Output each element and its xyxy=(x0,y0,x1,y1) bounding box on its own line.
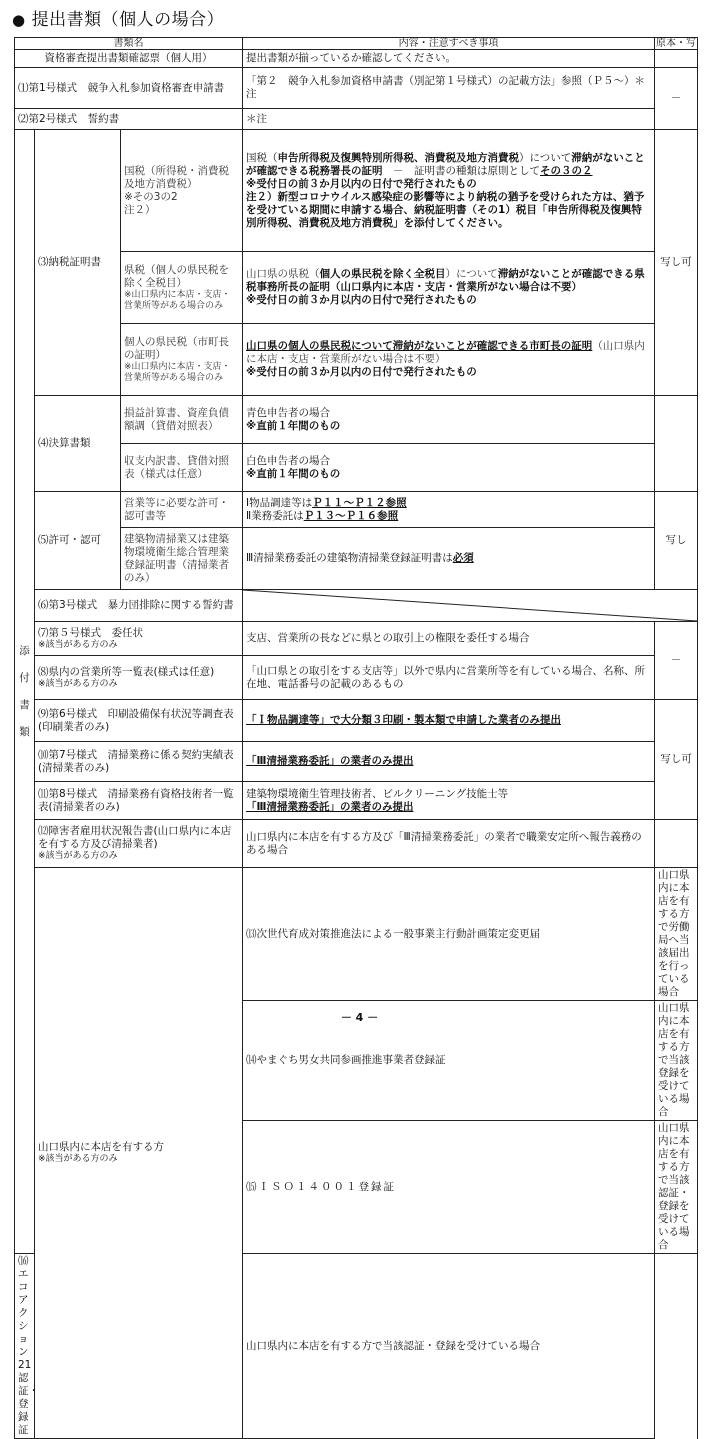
fin-copy xyxy=(655,396,698,492)
row0-copy xyxy=(655,50,698,68)
row6-diagonal-cell xyxy=(243,590,698,622)
page-number: － 4 － xyxy=(340,1011,379,1024)
permit-label: ⑸許可・認可 xyxy=(35,492,121,590)
row12-name: ⑿障害者雇用状況報告書(山口県内に本店を有する方及び清掃業者) ※該当がある方のみ xyxy=(35,820,243,868)
fin-a-content: 青色申告者の場合 ※直前１年間のもの xyxy=(243,396,655,444)
financial-docs-label: ⑷決算書類 xyxy=(35,396,121,492)
row11-content: 建築物環境衛生管理技術者、ビルクリーニング技能士等 「Ⅲ清掃業務委託」の業者のみ提出 xyxy=(243,782,655,820)
yam-b-content: 山口県内に本店を有する方で当該登録を受けている場合 xyxy=(655,1001,698,1121)
row10-content: 「Ⅲ清掃業務委託」の業者のみ提出 xyxy=(243,742,655,782)
row0-name: 資格審査提出書類確認票（個人用） xyxy=(15,50,243,68)
row7-copy: － xyxy=(655,622,698,700)
table-row xyxy=(15,50,698,68)
prefectural-tax-name: 県税（個人の県民税を除く全税目） ※山口県内に本店・支店・営業所等がある場合のみ xyxy=(121,252,243,324)
row1-content: 「第２ 競争入札参加資格申請書（別記第１号様式）の記載方法」参照（Ｐ５～）＊注 xyxy=(243,68,655,109)
table-row xyxy=(15,109,698,130)
tax-copy: 写し可 xyxy=(655,130,698,396)
diagonal-line xyxy=(243,590,697,621)
yam-c-content: 山口県内に本店を有する方で当該認証・登録を受けている場合 xyxy=(655,1121,698,1254)
row11-name: ⑾第8号様式 清掃業務有資格技術者一覧表(清掃業者のみ) xyxy=(35,782,243,820)
table-row xyxy=(15,868,698,1001)
permit-a-name: 営業等に必要な許可・認可書等 xyxy=(121,492,243,528)
municipal-tax-content: 山口県の個人の県民税について滞納がないことが確認できる市町長の証明（山口県内に本店・支店・営業所がない場合は不要） ※受付日の前３か月以内の日付で発行されたもの xyxy=(243,324,655,396)
municipal-tax-name: 個人の県民税（市町長の証明） ※山口県内に本店・支店・営業所等がある場合のみ xyxy=(121,324,243,396)
row2-name: ⑵第2号様式 誓約書 xyxy=(15,109,243,130)
row1-name: ⑴第1号様式 競争入札参加資格審査申請書 xyxy=(15,68,243,109)
yam-a-content: 山口県内に本店を有する方で労働局へ当該届出を行っている場合 xyxy=(655,868,698,1001)
attachment-docs-label: 添 付 書 類 xyxy=(15,130,35,1254)
row10-name: ⑽第7号様式 清掃業務に係る契約実績表(清掃業者のみ) xyxy=(35,742,243,782)
permit-a-content: Ⅰ物品調達等はＰ１１～Ｐ１２参照 Ⅱ業務委託はＰ１３～Ｐ１６参照 xyxy=(243,492,655,528)
row8-name: ⑻県内の営業所等一覧表(様式は任意) ※該当がある方のみ xyxy=(35,656,243,700)
header-document-name: 書類名 xyxy=(15,38,243,50)
table-row xyxy=(15,656,698,700)
table-row xyxy=(15,820,698,868)
table-row xyxy=(15,396,698,444)
row6-name: ⑹第3号様式 暴力団排除に関する誓約書 xyxy=(35,590,243,622)
row7-name: ⑺第５号様式 委任状 ※該当がある方のみ xyxy=(35,622,243,656)
page-title xyxy=(12,5,224,30)
yam-d-name: ⒃エコアクション21認証・登録証 xyxy=(15,1254,35,1439)
table-row xyxy=(15,68,698,109)
yamaguchi-hq-label: 山口県内に本店を有する方 ※該当がある方のみ xyxy=(35,868,243,1439)
row2-content: ＊注 xyxy=(243,109,655,130)
table-row xyxy=(15,130,698,252)
table-row xyxy=(15,590,698,622)
table-row xyxy=(15,492,698,528)
documents-table xyxy=(14,37,698,1439)
header-content: 内容・注意すべき事項 xyxy=(243,38,655,50)
header-original-copy: 原本・写 xyxy=(656,38,697,49)
row8-content: 「山口県との取引をする支店等」以外で県内に営業所等を有している場合、名称、所在地、電話番号の記載のあるもの xyxy=(243,656,655,700)
row12-copy xyxy=(655,820,698,868)
row1-copy: － xyxy=(655,68,698,130)
row12-content: 山口県内に本店を有する方及び「Ⅲ清掃業務委託」の業者で職業安定所へ報告義務のある場合 xyxy=(243,820,655,868)
fin-b-content: 白色申告者の場合 ※直前１年間のもの xyxy=(243,444,655,492)
tax-certificate-label: ⑶納税証明書 xyxy=(35,130,121,396)
yam-d-content: 山口県内に本店を有する方で当該認証・登録を受けている場合 xyxy=(243,1254,655,1439)
national-tax-content: 国税（申告所得税及復興特別所得税、消費税及地方消費税）について滞納がないことが確認できる税務署長の証明 － 証明書の種類は原則としてその３の２ ※受付日の前３か月以内の日付で発行されたもの 注２）新型コロナウイルス感染症の影響等により納税の猶予を受けられた方は、猶予を受けている期間に申請する場合、納税証明書（その1）税目「申告所得税及復興特別所得税、消費税及地方消費税」を添付してください。 xyxy=(243,130,655,252)
permit-copy: 写し xyxy=(655,492,698,590)
prefectural-tax-content: 山口県の県税（個人の県民税を除く全税目）について滞納がないことが確認できる県税事務所長の証明（山口県内に本店・支店・営業所がない場合は不要） ※受付日の前３か月以内の日付で発行されたもの xyxy=(243,252,655,324)
row9-11-copy: 写し可 xyxy=(655,700,698,820)
yam-b-name: ⒁やまぐち男女共同参画推進事業者登録証 xyxy=(243,1001,655,1121)
permit-b-name: 建築物清掃業又は建築物環境衛生総合管理業登録証明書（清掃業者のみ） xyxy=(121,528,243,590)
permit-b-content: Ⅲ清掃業務委託の建築物清掃業登録証明書は必須 xyxy=(243,528,655,590)
fin-b-name: 収支内訳書、貸借対照表（様式は任意） xyxy=(121,444,243,492)
yam-a-name: ⒀次世代育成対策推進法による一般事業主行動計画策定変更届 xyxy=(243,868,655,1001)
fin-a-name: 損益計算書、資産負債額調（貸借対照表） xyxy=(121,396,243,444)
page-title-text: 提出書類（個人の場合） xyxy=(31,10,225,30)
row7-content: 支店、営業所の長などに県との取引上の権限を委任する場合 xyxy=(243,622,655,656)
table-row xyxy=(15,700,698,742)
national-tax-name: 国税（所得税・消費税及地方消費税） ※その3の2 注２） xyxy=(121,130,243,252)
table-row xyxy=(15,742,698,782)
table-row xyxy=(15,782,698,820)
table-row xyxy=(15,622,698,656)
row9-name: ⑼第6号様式 印刷設備保有状況等調査表(印刷業者のみ) xyxy=(35,700,243,742)
yam-c-name: ⒂ＩＳＯ１４００１登録証 xyxy=(243,1121,655,1254)
row9-content: 「Ｉ物品調達等」で大分類３印刷・製本類で申請した業者のみ提出 xyxy=(243,700,655,742)
bullet-icon: ● xyxy=(12,11,26,29)
row0-content: 提出書類が揃っているか確認してください。 xyxy=(243,50,655,68)
